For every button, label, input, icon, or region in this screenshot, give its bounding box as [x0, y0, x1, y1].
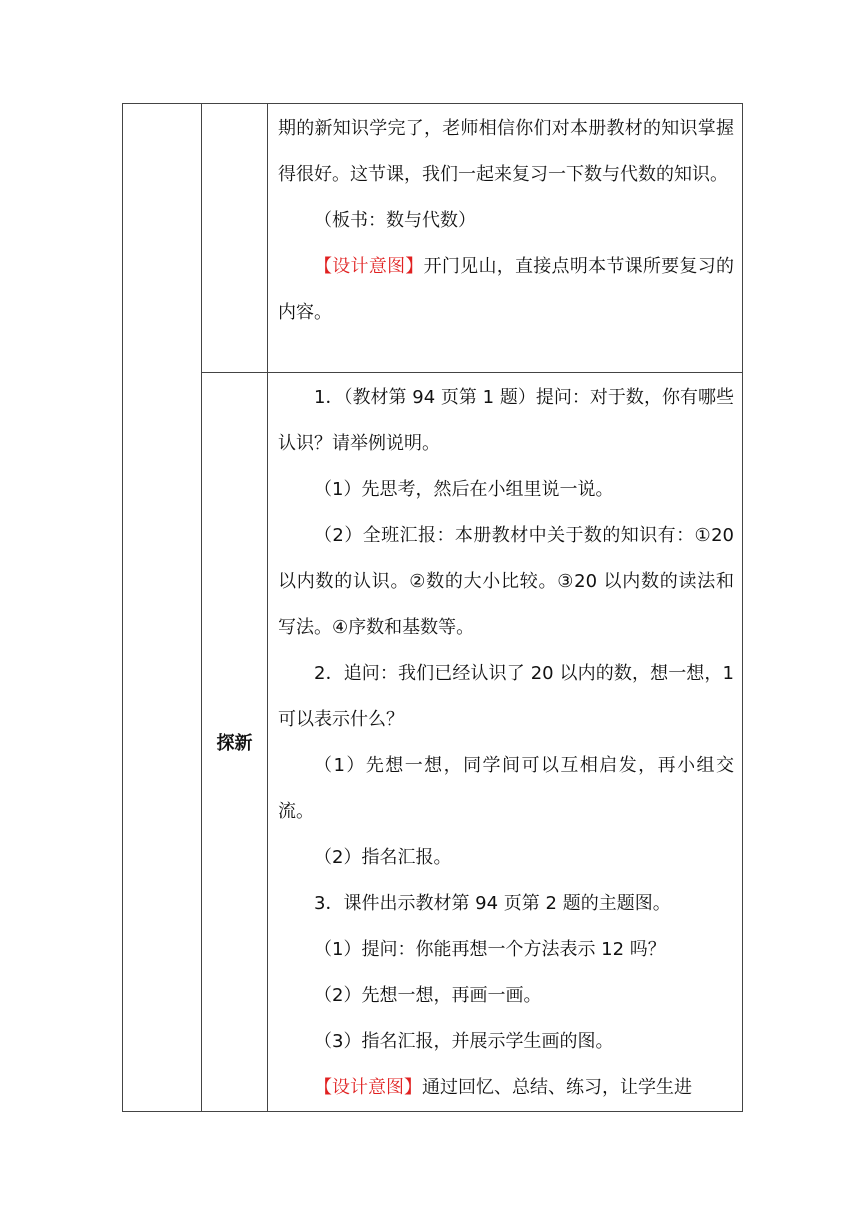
paragraph: [278, 198, 734, 244]
stage-label-cell: [202, 104, 268, 373]
content-cell: [268, 373, 743, 1112]
paragraph: [278, 927, 734, 973]
paragraph: [278, 1019, 734, 1065]
content-text: [268, 104, 742, 336]
paragraph: [278, 513, 734, 651]
paragraph-text: （1）提问：你能再想一个方法表示 12 吗？: [314, 939, 666, 960]
paragraph: [278, 1065, 734, 1111]
design-intent-tag: 【设计意图】: [314, 256, 424, 277]
paragraph: [278, 375, 734, 467]
paragraph: [278, 973, 734, 1019]
lesson-plan-table: [122, 103, 743, 1112]
paragraph: [278, 881, 734, 927]
table-row: [123, 373, 743, 1112]
paragraph-text: 开门见山，直接点明本节课所要复习的内容。: [278, 256, 735, 323]
paragraph-text: 3．课件出示教材第 94 页第 2 题的主题图。: [314, 893, 671, 914]
paragraph-text: （1）先思考，然后在小组里说一说。: [314, 479, 614, 500]
paragraph-text: （板书：数与代数）: [314, 210, 476, 231]
table-row: [123, 104, 743, 373]
paragraph-text: （3）指名汇报，并展示学生画的图。: [314, 1031, 614, 1052]
content-text: [268, 373, 742, 1111]
stage-label-cell: 探新: [202, 373, 268, 1112]
paragraph: [278, 743, 734, 835]
paragraph-text: 通过回忆、总结、练习，让学生进: [422, 1077, 692, 1098]
content-cell: [268, 104, 743, 373]
paragraph: [278, 244, 734, 336]
paragraph-text: （2）指名汇报。: [314, 847, 452, 868]
paragraph: [278, 467, 734, 513]
empty-cell: [123, 104, 202, 1112]
paragraph-text: 期的新知识学完了，老师相信你们对本册教材的知识掌握得很好。这节课，我们一起来复习一下数与代数的知识。: [278, 118, 734, 185]
paragraph-text: （1）先想一想，同学间可以互相启发，再小组交流。: [278, 755, 734, 822]
paragraph: [278, 106, 734, 198]
paragraph: [278, 835, 734, 881]
paragraph-text: 1．（教材第 94 页第 1 题）提问：对于数，你有哪些认识？请举例说明。: [278, 387, 734, 454]
design-intent-tag: 【设计意图】: [314, 1077, 422, 1098]
paragraph-text: （2）全班汇报：本册教材中关于数的知识有：①20 以内数的认识。②数的大小比较。③20 以内数的读法和写法。④序数和基数等。: [278, 525, 734, 638]
paragraph-text: 2．追问：我们已经认识了 20 以内的数，想一想，1 可以表示什么？: [278, 663, 734, 730]
paragraph-text: （2）先想一想，再画一画。: [314, 985, 542, 1006]
paragraph: [278, 651, 734, 743]
